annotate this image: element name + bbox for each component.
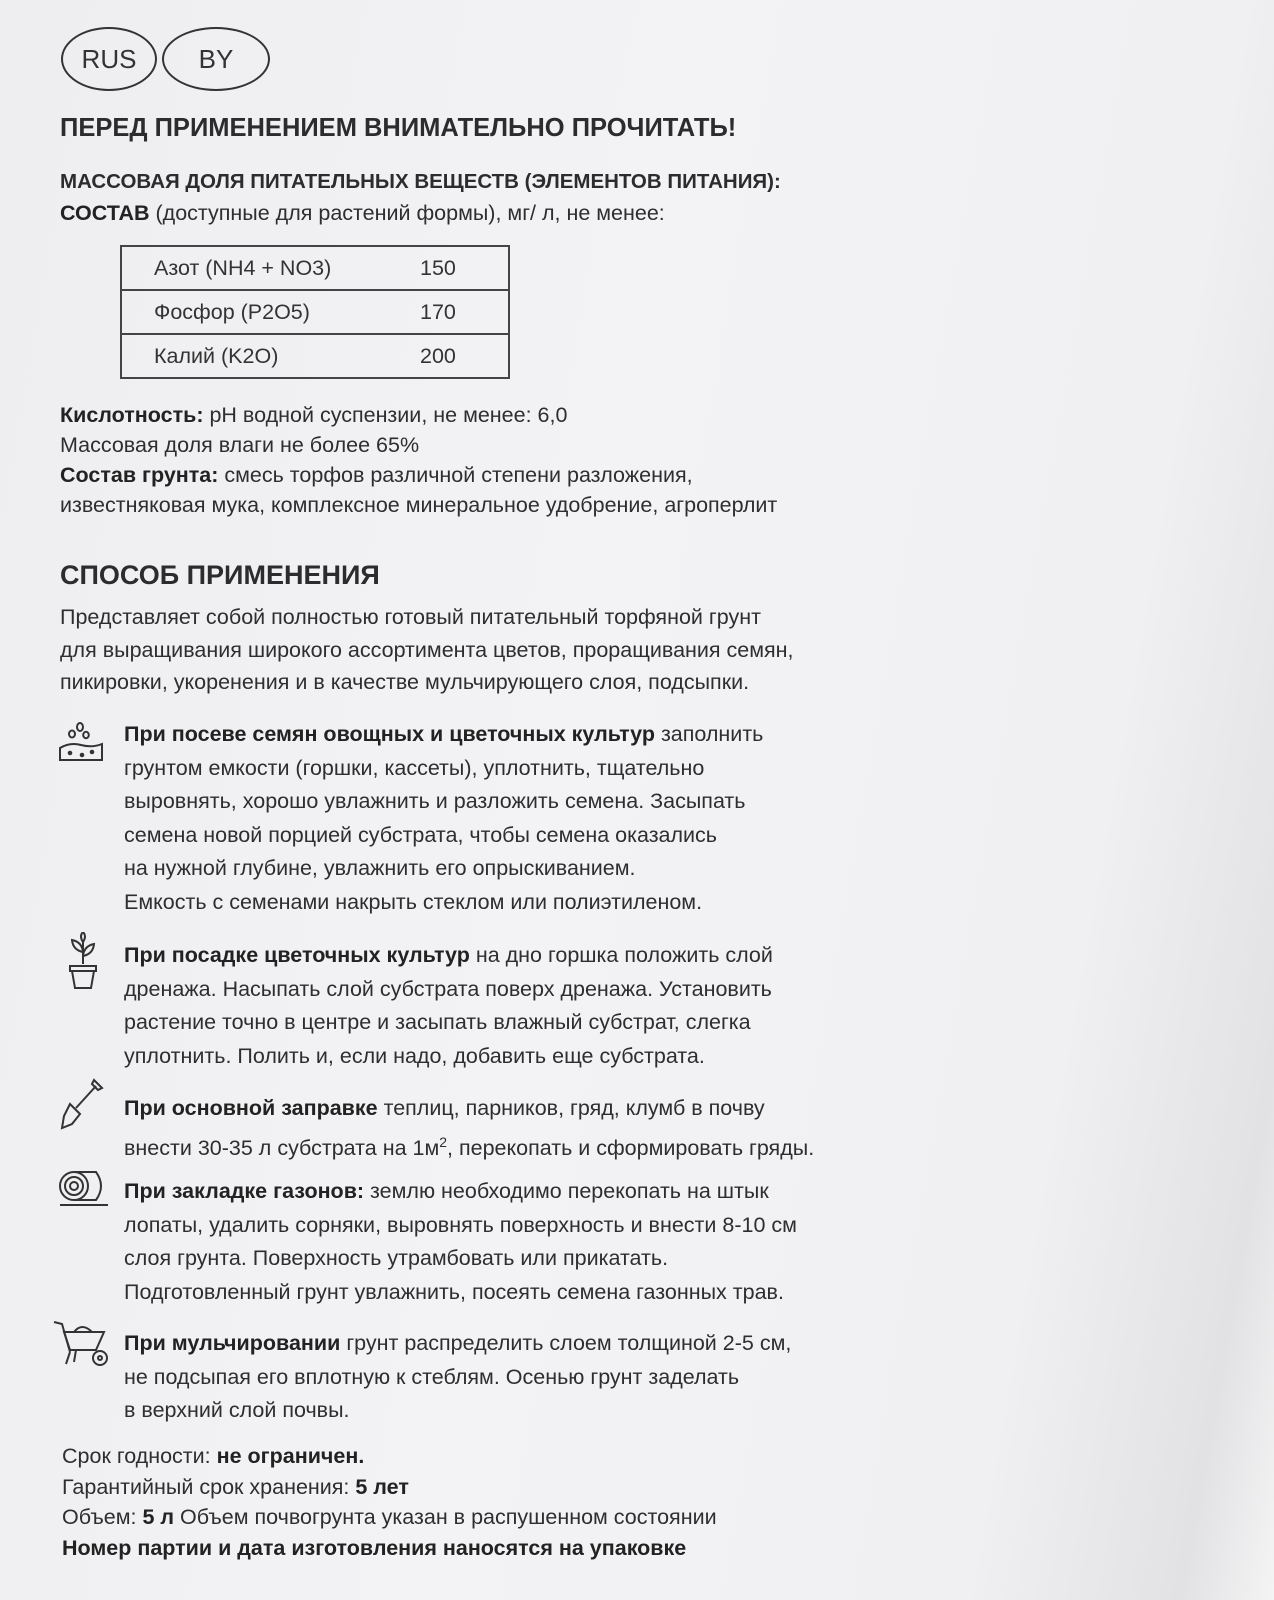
nutrient-value: 200: [420, 334, 509, 378]
step-line: уплотнить. Полить и, если надо, добавить еще субстрата.: [124, 1043, 705, 1068]
nutrient-value: 150: [420, 246, 509, 290]
step-mulching-text: грунт распределить слоем толщиной 2-5 см,: [340, 1331, 792, 1355]
wheelbarrow-icon: [52, 1318, 112, 1368]
soil-line-2: известняковая мука, комплексное минеральное удобрение, агроперлит: [60, 493, 778, 517]
step-line: не подсыпая его вплотную к стеблям. Осенью грунт заделать: [124, 1364, 740, 1389]
potted-plant-icon: [60, 932, 106, 992]
batch-info-text: Номер партии и дата изготовления наносятся на упаковке: [62, 1535, 687, 1560]
composition-line: [60, 198, 665, 228]
step-lawns: [124, 1175, 797, 1309]
shelf-life-label: Срок годности:: [62, 1444, 217, 1468]
shovel-icon: [58, 1076, 104, 1132]
table-row: [121, 334, 509, 378]
usage-intro-line: для выращивания широкого ассортимента цветов, проращивания семян,: [60, 637, 794, 662]
step-line: [124, 1126, 814, 1166]
step-line: на нужной глубине, увлажнить его опрыскиванием.: [124, 856, 636, 880]
superscript: 2: [439, 1133, 448, 1150]
acidity-line: [60, 400, 567, 430]
step-sowing-title: При посеве семян овощных и цветочных культур: [124, 722, 655, 746]
step-dressing: [124, 1092, 814, 1165]
badge-rus-label: RUS: [81, 43, 137, 74]
soil-line-1: [60, 460, 693, 490]
shelf-life: [62, 1441, 717, 1472]
step-lawns-title: При закладке газонов:: [124, 1179, 365, 1203]
badge-by-label: BY: [198, 43, 234, 74]
storage-period: [62, 1472, 717, 1503]
step-dressing-text: теплиц, парников, гряд, клумб в почву: [377, 1096, 765, 1120]
step-line: Емкость с семенами накрыть стеклом или полиэтиленом.: [124, 889, 703, 914]
soil-text-1: смесь торфов различной степени разложения,: [218, 463, 693, 487]
acidity-text: pH водной суспензии, не менее: 6,0: [203, 403, 568, 427]
step-line: лопаты, удалить сорняки, выровнять поверхность и внести 8-10 см: [124, 1212, 797, 1237]
step-mulching: [124, 1327, 791, 1428]
step-line-part: внести 30-35 л субстрата на 1м: [124, 1135, 440, 1160]
composition-label: СОСТАВ: [60, 201, 150, 225]
volume-value: 5 л: [142, 1505, 175, 1529]
mass-fraction-heading: МАССОВАЯ ДОЛЯ ПИТАТЕЛЬНЫХ ВЕЩЕСТВ (ЭЛЕМЕНТОВ ПИТАНИЯ):: [60, 170, 781, 193]
volume: [62, 1502, 717, 1533]
step-line: выровнять, хорошо увлажнить и разложить семена. Засыпать: [124, 789, 746, 813]
step-line: слоя грунта. Поверхность утрамбовать или прикатать.: [124, 1246, 669, 1270]
table-row: [121, 246, 509, 290]
footer: [62, 1441, 717, 1563]
nutrient-name: Калий (K2O): [121, 334, 420, 378]
nutrient-value: 170: [420, 290, 509, 334]
usage-heading: СПОСОБ ПРИМЕНЕНИЯ: [60, 560, 380, 590]
usage-intro-line: пикировки, укоренения и в качестве мульчирующего слоя, подсыпки.: [60, 670, 750, 694]
step-line: в верхний слой почвы.: [124, 1398, 350, 1422]
batch-info: [62, 1533, 717, 1564]
step-line: грунтом емкости (горшки, кассеты), уплотнить, тщательно: [124, 755, 705, 780]
badge-by: [162, 27, 270, 91]
usage-intro-line: Представляет собой полностью готовый питательный торфяной грунт: [60, 605, 761, 629]
seeds-icon: [58, 718, 104, 764]
turf-roll-icon: [58, 1168, 110, 1208]
composition-text: (доступные для растений формы), мг/ л, не менее:: [149, 201, 665, 225]
volume-label: Объем:: [62, 1505, 143, 1529]
badge-rus: [61, 27, 157, 91]
step-line: семена новой порцией субстрата, чтобы семена оказались: [124, 822, 718, 847]
step-planting: [124, 939, 773, 1073]
step-mulching-title: При мульчировании: [124, 1331, 341, 1355]
acidity-label: Кислотность:: [60, 403, 204, 427]
step-planting-title: При посадке цветочных культур: [124, 943, 470, 967]
warning-heading: ПЕРЕД ПРИМЕНЕНИЕМ ВНИМАТЕЛЬНО ПРОЧИТАТЬ!: [60, 114, 737, 142]
nutrient-name: Фосфор (P2O5): [121, 290, 420, 334]
storage-period-label: Гарантийный срок хранения:: [62, 1474, 356, 1499]
table-row: [121, 290, 509, 334]
storage-period-value: 5 лет: [355, 1474, 409, 1499]
step-sowing-text: заполнить: [654, 722, 764, 746]
step-sowing: [124, 718, 763, 919]
step-dressing-title: При основной заправке: [124, 1096, 378, 1120]
step-line: Подготовленный грунт увлажнить, посеять семена газонных трав.: [124, 1279, 784, 1304]
moisture-line: Массовая доля влаги не более 65%: [60, 433, 420, 457]
shelf-life-value: не ограничен.: [216, 1444, 365, 1468]
step-line: растение точно в центре и засыпать влажный субстрат, слегка: [124, 1010, 751, 1034]
nutrient-name: Азот (NH4 + NO3): [121, 246, 420, 290]
volume-note: Объем почвогрунта указан в распушенном состоянии: [174, 1505, 717, 1529]
step-lawns-text: землю необходимо перекопать на штык: [364, 1179, 769, 1203]
nutrient-table: [120, 245, 510, 379]
step-planting-text: на дно горшка положить слой: [469, 943, 773, 967]
step-line: дренажа. Насыпать слой субстрата поверх дренажа. Установить: [124, 976, 772, 1001]
step-line-part: , перекопать и сформировать гряды.: [447, 1135, 815, 1160]
soil-label: Состав грунта:: [60, 463, 219, 487]
usage-intro: [60, 601, 794, 699]
